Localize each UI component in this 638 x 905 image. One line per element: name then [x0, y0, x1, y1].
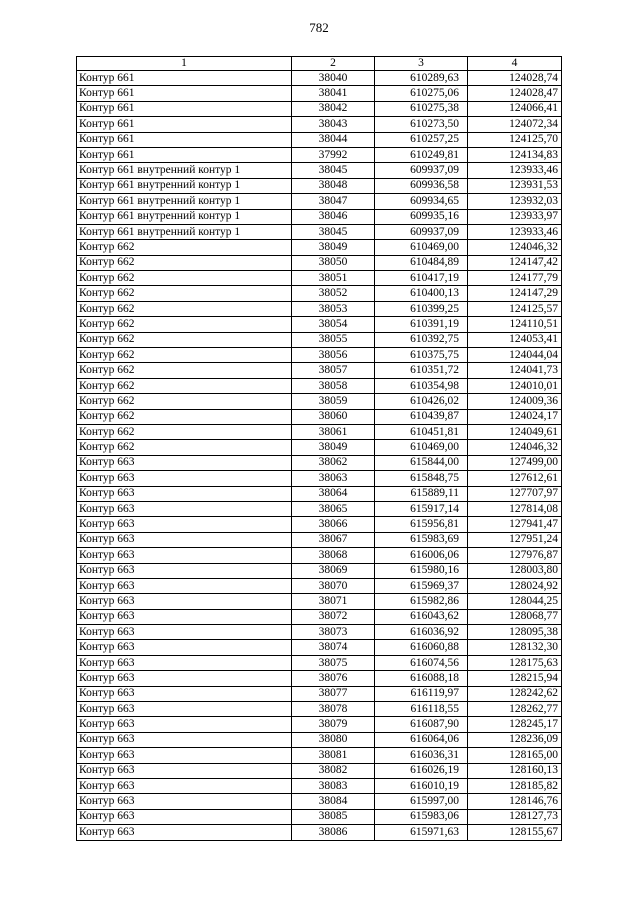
contour-name-cell: Контур 663 — [77, 809, 292, 824]
x-coordinate-cell: 615971,63 — [375, 825, 468, 840]
point-number-cell: 38047 — [292, 194, 375, 209]
table-row — [77, 471, 562, 486]
y-coordinate-cell: 128262,77 — [468, 702, 562, 717]
x-coordinate-cell: 610273,50 — [375, 117, 468, 132]
x-coordinate-cell: 615980,16 — [375, 563, 468, 578]
y-coordinate-cell: 127951,24 — [468, 532, 562, 547]
y-coordinate-cell: 128003,80 — [468, 563, 562, 578]
contour-name-cell: Контур 661 — [77, 86, 292, 101]
y-coordinate-cell: 124147,29 — [468, 286, 562, 301]
y-coordinate-cell: 124066,41 — [468, 101, 562, 116]
point-number-cell: 38070 — [292, 578, 375, 593]
table-row — [77, 101, 562, 116]
table-row — [77, 548, 562, 563]
point-number-cell: 38048 — [292, 178, 375, 193]
point-number-cell: 38069 — [292, 563, 375, 578]
contour-name-cell: Контур 661 — [77, 117, 292, 132]
y-coordinate-cell: 128175,63 — [468, 655, 562, 670]
contour-name-cell: Контур 663 — [77, 717, 292, 732]
x-coordinate-cell: 609936,58 — [375, 178, 468, 193]
point-number-cell: 38075 — [292, 655, 375, 670]
x-coordinate-cell: 610439,87 — [375, 409, 468, 424]
table-row — [77, 71, 562, 86]
contour-name-cell: Контур 662 — [77, 301, 292, 316]
x-coordinate-cell: 615956,81 — [375, 517, 468, 532]
y-coordinate-cell: 128095,38 — [468, 625, 562, 640]
y-coordinate-cell: 124177,79 — [468, 271, 562, 286]
point-number-cell: 38056 — [292, 348, 375, 363]
table-row — [77, 809, 562, 824]
contour-name-cell: Контур 663 — [77, 517, 292, 532]
contour-name-cell: Контур 663 — [77, 763, 292, 778]
contour-name-cell: Контур 662 — [77, 286, 292, 301]
table-row — [77, 686, 562, 701]
contour-name-cell: Контур 662 — [77, 409, 292, 424]
x-coordinate-cell: 610289,63 — [375, 71, 468, 86]
point-number-cell: 38052 — [292, 286, 375, 301]
y-coordinate-cell: 123933,46 — [468, 163, 562, 178]
x-coordinate-cell: 610354,98 — [375, 378, 468, 393]
contour-name-cell: Контур 663 — [77, 609, 292, 624]
y-coordinate-cell: 123932,03 — [468, 194, 562, 209]
point-number-cell: 38072 — [292, 609, 375, 624]
x-coordinate-cell: 616074,56 — [375, 655, 468, 670]
y-coordinate-cell: 128024,92 — [468, 578, 562, 593]
table-row — [77, 532, 562, 547]
point-number-cell: 38076 — [292, 671, 375, 686]
point-number-cell: 38084 — [292, 794, 375, 809]
table-row — [77, 486, 562, 501]
x-coordinate-cell: 616060,88 — [375, 640, 468, 655]
x-coordinate-cell: 609934,65 — [375, 194, 468, 209]
y-coordinate-cell: 127707,97 — [468, 486, 562, 501]
point-number-cell: 38079 — [292, 717, 375, 732]
contour-name-cell: Контур 663 — [77, 702, 292, 717]
table-row — [77, 424, 562, 439]
column-header-2: 2 — [292, 57, 375, 71]
point-number-cell: 38063 — [292, 471, 375, 486]
header-row — [77, 57, 562, 71]
x-coordinate-cell: 615889,11 — [375, 486, 468, 501]
table-row — [77, 702, 562, 717]
y-coordinate-cell: 128215,94 — [468, 671, 562, 686]
contour-name-cell: Контур 663 — [77, 486, 292, 501]
y-coordinate-cell: 124024,17 — [468, 409, 562, 424]
contour-name-cell: Контур 662 — [77, 271, 292, 286]
y-coordinate-cell: 124028,47 — [468, 86, 562, 101]
x-coordinate-cell: 615969,37 — [375, 578, 468, 593]
table-row — [77, 317, 562, 332]
point-number-cell: 38053 — [292, 301, 375, 316]
x-coordinate-cell: 615997,00 — [375, 794, 468, 809]
contour-name-cell: Контур 662 — [77, 255, 292, 270]
y-coordinate-cell: 128160,13 — [468, 763, 562, 778]
y-coordinate-cell: 124046,32 — [468, 240, 562, 255]
x-coordinate-cell: 610392,75 — [375, 332, 468, 347]
contour-name-cell: Контур 661 — [77, 132, 292, 147]
y-coordinate-cell: 124009,36 — [468, 394, 562, 409]
table-row — [77, 717, 562, 732]
table-row — [77, 286, 562, 301]
point-number-cell: 38065 — [292, 501, 375, 516]
table-row — [77, 348, 562, 363]
x-coordinate-cell: 616088,18 — [375, 671, 468, 686]
point-number-cell: 38042 — [292, 101, 375, 116]
table-row — [77, 394, 562, 409]
table-row — [77, 501, 562, 516]
point-number-cell: 38049 — [292, 240, 375, 255]
y-coordinate-cell: 124110,51 — [468, 317, 562, 332]
y-coordinate-cell: 128155,67 — [468, 825, 562, 840]
table-header — [77, 57, 562, 71]
table-row — [77, 794, 562, 809]
table-row — [77, 763, 562, 778]
contour-name-cell: Контур 663 — [77, 640, 292, 655]
point-number-cell: 38049 — [292, 440, 375, 455]
point-number-cell: 38064 — [292, 486, 375, 501]
x-coordinate-cell: 615983,69 — [375, 532, 468, 547]
table-row — [77, 778, 562, 793]
x-coordinate-cell: 610275,06 — [375, 86, 468, 101]
x-coordinate-cell: 615848,75 — [375, 471, 468, 486]
y-coordinate-cell: 128068,77 — [468, 609, 562, 624]
y-coordinate-cell: 124053,41 — [468, 332, 562, 347]
table-row — [77, 117, 562, 132]
point-number-cell: 38057 — [292, 363, 375, 378]
y-coordinate-cell: 124134,83 — [468, 147, 562, 162]
x-coordinate-cell: 610275,38 — [375, 101, 468, 116]
contour-name-cell: Контур 663 — [77, 594, 292, 609]
table-row — [77, 194, 562, 209]
contour-name-cell: Контур 662 — [77, 424, 292, 439]
contour-name-cell: Контур 663 — [77, 471, 292, 486]
x-coordinate-cell: 616006,06 — [375, 548, 468, 563]
y-coordinate-cell: 127499,00 — [468, 455, 562, 470]
contour-name-cell: Контур 661 внутренний контур 1 — [77, 209, 292, 224]
table-body — [77, 71, 562, 841]
contour-name-cell: Контур 661 — [77, 147, 292, 162]
x-coordinate-cell: 610426,02 — [375, 394, 468, 409]
y-coordinate-cell: 123931,53 — [468, 178, 562, 193]
x-coordinate-cell: 610417,19 — [375, 271, 468, 286]
contour-name-cell: Контур 663 — [77, 578, 292, 593]
point-number-cell: 38062 — [292, 455, 375, 470]
contour-name-cell: Контур 662 — [77, 317, 292, 332]
y-coordinate-cell: 127612,61 — [468, 471, 562, 486]
table-row — [77, 209, 562, 224]
x-coordinate-cell: 610257,25 — [375, 132, 468, 147]
point-number-cell: 38083 — [292, 778, 375, 793]
x-coordinate-cell: 616064,06 — [375, 732, 468, 747]
point-number-cell: 38085 — [292, 809, 375, 824]
contour-name-cell: Контур 662 — [77, 240, 292, 255]
point-number-cell: 38086 — [292, 825, 375, 840]
contour-name-cell: Контур 663 — [77, 732, 292, 747]
table-row — [77, 255, 562, 270]
x-coordinate-cell: 610375,75 — [375, 348, 468, 363]
point-number-cell: 38051 — [292, 271, 375, 286]
table-row — [77, 609, 562, 624]
contour-name-cell: Контур 662 — [77, 394, 292, 409]
point-number-cell: 38059 — [292, 394, 375, 409]
contour-name-cell: Контур 663 — [77, 794, 292, 809]
y-coordinate-cell: 128146,76 — [468, 794, 562, 809]
table-row — [77, 86, 562, 101]
contour-name-cell: Контур 661 — [77, 101, 292, 116]
column-header-4: 4 — [468, 57, 562, 71]
y-coordinate-cell: 124072,34 — [468, 117, 562, 132]
table-row — [77, 671, 562, 686]
y-coordinate-cell: 124125,57 — [468, 301, 562, 316]
table-row — [77, 578, 562, 593]
table-row — [77, 240, 562, 255]
contour-name-cell: Контур 661 внутренний контур 1 — [77, 163, 292, 178]
contour-name-cell: Контур 663 — [77, 548, 292, 563]
x-coordinate-cell: 610400,13 — [375, 286, 468, 301]
contour-name-cell: Контур 663 — [77, 686, 292, 701]
x-coordinate-cell: 616119,97 — [375, 686, 468, 701]
x-coordinate-cell: 616036,31 — [375, 748, 468, 763]
contour-name-cell: Контур 663 — [77, 778, 292, 793]
y-coordinate-cell: 124041,73 — [468, 363, 562, 378]
point-number-cell: 38054 — [292, 317, 375, 332]
contour-name-cell: Контур 662 — [77, 378, 292, 393]
contour-name-cell: Контур 661 внутренний контур 1 — [77, 194, 292, 209]
y-coordinate-cell: 128044,25 — [468, 594, 562, 609]
y-coordinate-cell: 127814,08 — [468, 501, 562, 516]
x-coordinate-cell: 616026,19 — [375, 763, 468, 778]
y-coordinate-cell: 127941,47 — [468, 517, 562, 532]
point-number-cell: 38050 — [292, 255, 375, 270]
y-coordinate-cell: 123933,46 — [468, 224, 562, 239]
y-coordinate-cell: 128165,00 — [468, 748, 562, 763]
y-coordinate-cell: 124147,42 — [468, 255, 562, 270]
table-row — [77, 332, 562, 347]
table-row — [77, 409, 562, 424]
table-row — [77, 748, 562, 763]
point-number-cell: 38081 — [292, 748, 375, 763]
y-coordinate-cell: 128242,62 — [468, 686, 562, 701]
x-coordinate-cell: 616087,90 — [375, 717, 468, 732]
point-number-cell: 37992 — [292, 147, 375, 162]
y-coordinate-cell: 124125,70 — [468, 132, 562, 147]
x-coordinate-cell: 610469,00 — [375, 440, 468, 455]
table-row — [77, 271, 562, 286]
point-number-cell: 38058 — [292, 378, 375, 393]
point-number-cell: 38044 — [292, 132, 375, 147]
point-number-cell: 38067 — [292, 532, 375, 547]
point-number-cell: 38040 — [292, 71, 375, 86]
table-row — [77, 178, 562, 193]
contour-name-cell: Контур 662 — [77, 348, 292, 363]
y-coordinate-cell: 127976,87 — [468, 548, 562, 563]
table-row — [77, 147, 562, 162]
x-coordinate-cell: 610399,25 — [375, 301, 468, 316]
table-row — [77, 455, 562, 470]
table-row — [77, 625, 562, 640]
column-header-3: 3 — [375, 57, 468, 71]
column-header-1: 1 — [77, 57, 292, 71]
x-coordinate-cell: 616010,19 — [375, 778, 468, 793]
coordinates-table — [76, 56, 562, 841]
point-number-cell: 38066 — [292, 517, 375, 532]
contour-name-cell: Контур 663 — [77, 655, 292, 670]
contour-name-cell: Контур 663 — [77, 501, 292, 516]
contour-name-cell: Контур 663 — [77, 455, 292, 470]
table-row — [77, 301, 562, 316]
x-coordinate-cell: 616043,62 — [375, 609, 468, 624]
point-number-cell: 38074 — [292, 640, 375, 655]
x-coordinate-cell: 610351,72 — [375, 363, 468, 378]
contour-name-cell: Контур 662 — [77, 332, 292, 347]
contour-name-cell: Контур 662 — [77, 363, 292, 378]
point-number-cell: 38060 — [292, 409, 375, 424]
point-number-cell: 38077 — [292, 686, 375, 701]
table-row — [77, 825, 562, 840]
table-row — [77, 378, 562, 393]
x-coordinate-cell: 616036,92 — [375, 625, 468, 640]
contour-name-cell: Контур 663 — [77, 563, 292, 578]
table-row — [77, 224, 562, 239]
y-coordinate-cell: 124046,32 — [468, 440, 562, 455]
y-coordinate-cell: 128127,73 — [468, 809, 562, 824]
point-number-cell: 38055 — [292, 332, 375, 347]
y-coordinate-cell: 124049,61 — [468, 424, 562, 439]
y-coordinate-cell: 124010,01 — [468, 378, 562, 393]
table-row — [77, 163, 562, 178]
y-coordinate-cell: 123933,97 — [468, 209, 562, 224]
contour-name-cell: Контур 661 внутренний контур 1 — [77, 224, 292, 239]
contour-name-cell: Контур 662 — [77, 440, 292, 455]
table-row — [77, 640, 562, 655]
y-coordinate-cell: 128245,17 — [468, 717, 562, 732]
point-number-cell: 38082 — [292, 763, 375, 778]
point-number-cell: 38071 — [292, 594, 375, 609]
table-row — [77, 732, 562, 747]
y-coordinate-cell: 124028,74 — [468, 71, 562, 86]
x-coordinate-cell: 615844,00 — [375, 455, 468, 470]
x-coordinate-cell: 610391,19 — [375, 317, 468, 332]
y-coordinate-cell: 128132,30 — [468, 640, 562, 655]
point-number-cell: 38045 — [292, 224, 375, 239]
point-number-cell: 38041 — [292, 86, 375, 101]
table-row — [77, 363, 562, 378]
x-coordinate-cell: 610249,81 — [375, 147, 468, 162]
x-coordinate-cell: 609937,09 — [375, 224, 468, 239]
x-coordinate-cell: 610484,89 — [375, 255, 468, 270]
contour-name-cell: Контур 663 — [77, 625, 292, 640]
contour-name-cell: Контур 663 — [77, 748, 292, 763]
x-coordinate-cell: 609937,09 — [375, 163, 468, 178]
y-coordinate-cell: 124044,04 — [468, 348, 562, 363]
point-number-cell: 38043 — [292, 117, 375, 132]
table-row — [77, 132, 562, 147]
point-number-cell: 38078 — [292, 702, 375, 717]
page-number: 782 — [309, 20, 329, 35]
contour-name-cell: Контур 661 — [77, 71, 292, 86]
x-coordinate-cell: 610451,81 — [375, 424, 468, 439]
point-number-cell: 38073 — [292, 625, 375, 640]
contour-name-cell: Контур 661 внутренний контур 1 — [77, 178, 292, 193]
x-coordinate-cell: 609935,16 — [375, 209, 468, 224]
point-number-cell: 38068 — [292, 548, 375, 563]
point-number-cell: 38061 — [292, 424, 375, 439]
table-row — [77, 563, 562, 578]
contour-name-cell: Контур 663 — [77, 825, 292, 840]
y-coordinate-cell: 128185,82 — [468, 778, 562, 793]
table-row — [77, 594, 562, 609]
x-coordinate-cell: 610469,00 — [375, 240, 468, 255]
point-number-cell: 38046 — [292, 209, 375, 224]
x-coordinate-cell: 615917,14 — [375, 501, 468, 516]
x-coordinate-cell: 616118,55 — [375, 702, 468, 717]
contour-name-cell: Контур 663 — [77, 532, 292, 547]
x-coordinate-cell: 615983,06 — [375, 809, 468, 824]
x-coordinate-cell: 615982,86 — [375, 594, 468, 609]
y-coordinate-cell: 128236,09 — [468, 732, 562, 747]
table-row — [77, 517, 562, 532]
point-number-cell: 38045 — [292, 163, 375, 178]
table-row — [77, 655, 562, 670]
contour-name-cell: Контур 663 — [77, 671, 292, 686]
table-row — [77, 440, 562, 455]
point-number-cell: 38080 — [292, 732, 375, 747]
